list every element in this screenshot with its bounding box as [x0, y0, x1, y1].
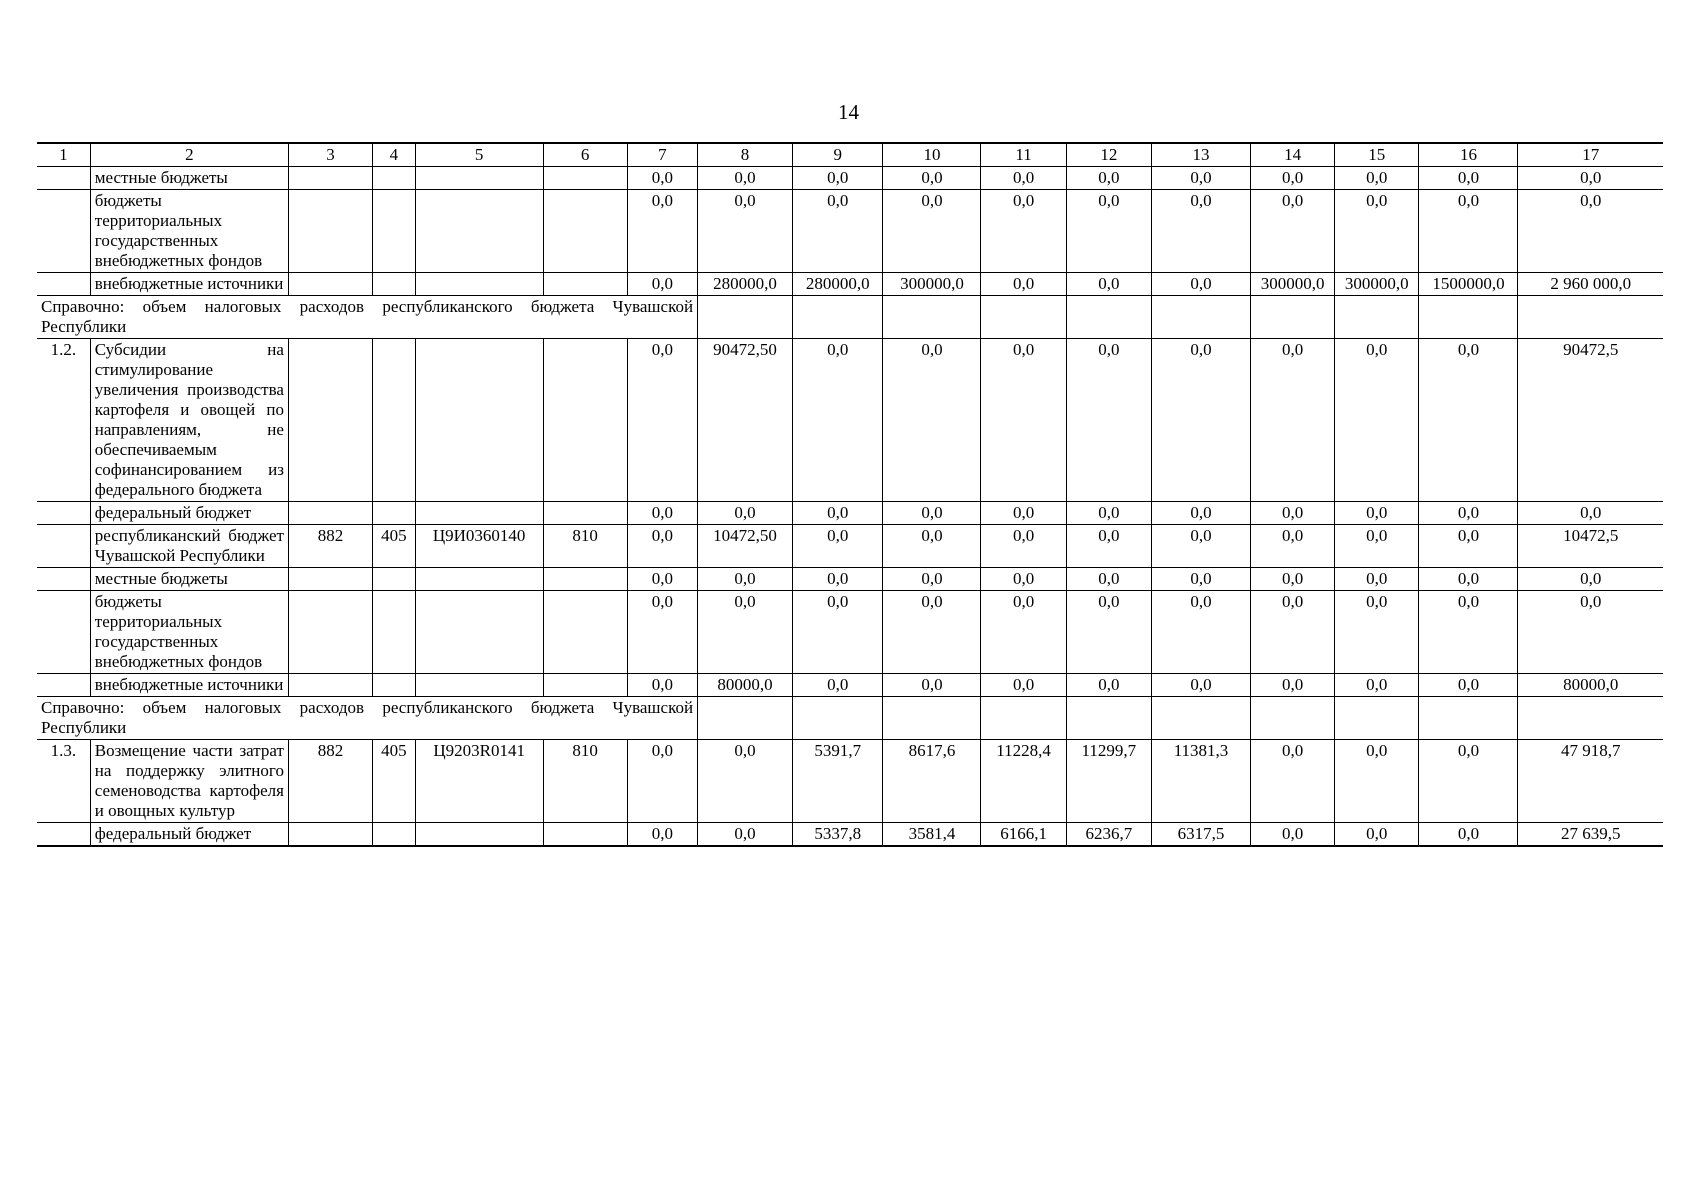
- value-cell: 2 960 000,0: [1518, 273, 1663, 296]
- row-number: [37, 525, 90, 568]
- value-cell: 0,0: [1518, 502, 1663, 525]
- page-number: 14: [838, 100, 859, 124]
- value-cell: 0,0: [1066, 273, 1151, 296]
- code-cell: Ц9203R0141: [415, 740, 543, 823]
- code-cell: [288, 591, 372, 674]
- value-cell: 280000,0: [792, 273, 883, 296]
- table-cell: [1419, 296, 1518, 339]
- value-cell: 0,0: [1335, 674, 1419, 697]
- column-header: 7: [627, 143, 697, 167]
- column-header: 12: [1066, 143, 1151, 167]
- value-cell: 0,0: [981, 190, 1066, 273]
- code-cell: [543, 823, 627, 847]
- reference-label: Справочно: объем налоговых расходов республиканского бюджета Чувашской Республики: [37, 296, 698, 339]
- value-cell: 0,0: [1419, 190, 1518, 273]
- value-cell: 0,0: [792, 190, 883, 273]
- value-cell: 0,0: [1251, 525, 1335, 568]
- code-cell: [415, 568, 543, 591]
- table-cell: [1251, 697, 1335, 740]
- code-cell: [543, 167, 627, 190]
- row-name: бюджеты территориальных государственных внебюджетных фондов: [90, 190, 288, 273]
- value-cell: 0,0: [1151, 674, 1250, 697]
- value-cell: 0,0: [981, 591, 1066, 674]
- row-number: 1.2.: [37, 339, 90, 502]
- code-cell: [373, 591, 416, 674]
- row-name: внебюджетные источники: [90, 273, 288, 296]
- value-cell: 27 639,5: [1518, 823, 1663, 847]
- row-name: местные бюджеты: [90, 167, 288, 190]
- value-cell: 0,0: [981, 273, 1066, 296]
- code-cell: [415, 339, 543, 502]
- value-cell: 0,0: [627, 525, 697, 568]
- code-cell: [543, 273, 627, 296]
- value-cell: 0,0: [1066, 339, 1151, 502]
- value-cell: 0,0: [1066, 167, 1151, 190]
- value-cell: 0,0: [1066, 190, 1151, 273]
- value-cell: 0,0: [627, 167, 697, 190]
- column-header: 4: [373, 143, 416, 167]
- value-cell: 0,0: [981, 339, 1066, 502]
- value-cell: 0,0: [883, 502, 981, 525]
- value-cell: 80000,0: [1518, 674, 1663, 697]
- row-name: внебюджетные источники: [90, 674, 288, 697]
- value-cell: 0,0: [981, 674, 1066, 697]
- column-header: 1: [37, 143, 90, 167]
- table-row: [37, 823, 1663, 847]
- value-cell: 0,0: [792, 167, 883, 190]
- value-cell: 0,0: [1151, 568, 1250, 591]
- value-cell: 0,0: [627, 339, 697, 502]
- value-cell: 0,0: [1251, 823, 1335, 847]
- value-cell: 0,0: [627, 591, 697, 674]
- row-name: федеральный бюджет: [90, 502, 288, 525]
- value-cell: 0,0: [698, 568, 793, 591]
- value-cell: 5337,8: [792, 823, 883, 847]
- row-number: [37, 502, 90, 525]
- value-cell: 0,0: [883, 167, 981, 190]
- row-name: республиканский бюджет Чувашской Республики: [90, 525, 288, 568]
- code-cell: [373, 167, 416, 190]
- column-header: 15: [1335, 143, 1419, 167]
- table-row: [37, 568, 1663, 591]
- code-cell: [288, 823, 372, 847]
- value-cell: 280000,0: [698, 273, 793, 296]
- value-cell: 0,0: [1419, 525, 1518, 568]
- value-cell: 0,0: [1335, 591, 1419, 674]
- value-cell: 0,0: [1066, 591, 1151, 674]
- value-cell: 0,0: [883, 568, 981, 591]
- code-cell: Ц9И0360140: [415, 525, 543, 568]
- value-cell: 90472,50: [698, 339, 793, 502]
- code-cell: [415, 591, 543, 674]
- code-cell: [415, 190, 543, 273]
- table-cell: [698, 296, 793, 339]
- code-cell: [543, 339, 627, 502]
- table-header-row: [37, 143, 1663, 167]
- column-header: 9: [792, 143, 883, 167]
- value-cell: 0,0: [1419, 591, 1518, 674]
- value-cell: 0,0: [792, 525, 883, 568]
- table-cell: [981, 697, 1066, 740]
- value-cell: 0,0: [698, 167, 793, 190]
- value-cell: 0,0: [1251, 591, 1335, 674]
- table-row: [37, 502, 1663, 525]
- value-cell: 0,0: [1151, 273, 1250, 296]
- code-cell: [288, 190, 372, 273]
- value-cell: 11381,3: [1151, 740, 1250, 823]
- column-header: 10: [883, 143, 981, 167]
- value-cell: 0,0: [1251, 167, 1335, 190]
- table-cell: [1151, 697, 1250, 740]
- table-row: [37, 674, 1663, 697]
- value-cell: 0,0: [1335, 339, 1419, 502]
- value-cell: 0,0: [981, 568, 1066, 591]
- table-row: [37, 167, 1663, 190]
- value-cell: 0,0: [1251, 568, 1335, 591]
- value-cell: 0,0: [883, 190, 981, 273]
- value-cell: 0,0: [1251, 502, 1335, 525]
- row-name: Возмещение части затрат на поддержку элитного семеноводства картофеля и овощных культур: [90, 740, 288, 823]
- code-cell: 882: [288, 525, 372, 568]
- value-cell: 3581,4: [883, 823, 981, 847]
- code-cell: [373, 502, 416, 525]
- value-cell: 0,0: [698, 740, 793, 823]
- value-cell: 300000,0: [1251, 273, 1335, 296]
- reference-row: [37, 296, 1663, 339]
- code-cell: [543, 674, 627, 697]
- column-header: 13: [1151, 143, 1250, 167]
- value-cell: 47 918,7: [1518, 740, 1663, 823]
- value-cell: 0,0: [981, 167, 1066, 190]
- value-cell: 0,0: [627, 823, 697, 847]
- value-cell: 0,0: [1151, 190, 1250, 273]
- value-cell: 1500000,0: [1419, 273, 1518, 296]
- budget-table: [37, 142, 1663, 847]
- code-cell: [288, 339, 372, 502]
- table-cell: [1335, 697, 1419, 740]
- value-cell: 0,0: [1419, 674, 1518, 697]
- value-cell: 0,0: [883, 674, 981, 697]
- value-cell: 0,0: [1335, 568, 1419, 591]
- value-cell: 0,0: [1251, 740, 1335, 823]
- value-cell: 0,0: [627, 568, 697, 591]
- code-cell: [415, 167, 543, 190]
- value-cell: 0,0: [981, 525, 1066, 568]
- value-cell: 6166,1: [981, 823, 1066, 847]
- value-cell: 0,0: [1518, 591, 1663, 674]
- value-cell: 300000,0: [883, 273, 981, 296]
- table-cell: [792, 296, 883, 339]
- table-cell: [1151, 296, 1250, 339]
- value-cell: 0,0: [792, 591, 883, 674]
- value-cell: 80000,0: [698, 674, 793, 697]
- code-cell: [415, 273, 543, 296]
- row-number: [37, 167, 90, 190]
- column-header: 5: [415, 143, 543, 167]
- value-cell: 0,0: [1251, 339, 1335, 502]
- table-cell: [1518, 296, 1663, 339]
- value-cell: 0,0: [792, 502, 883, 525]
- value-cell: 0,0: [1251, 190, 1335, 273]
- row-number: [37, 823, 90, 847]
- row-name: местные бюджеты: [90, 568, 288, 591]
- column-header: 2: [90, 143, 288, 167]
- table-cell: [1066, 697, 1151, 740]
- row-number: [37, 190, 90, 273]
- row-name: бюджеты территориальных государственных внебюджетных фондов: [90, 591, 288, 674]
- code-cell: [373, 339, 416, 502]
- value-cell: 0,0: [1335, 167, 1419, 190]
- table-row: [37, 525, 1663, 568]
- value-cell: 0,0: [1419, 823, 1518, 847]
- value-cell: 0,0: [698, 190, 793, 273]
- code-cell: [288, 273, 372, 296]
- value-cell: 0,0: [1419, 167, 1518, 190]
- value-cell: 0,0: [627, 674, 697, 697]
- value-cell: 0,0: [1151, 167, 1250, 190]
- code-cell: 810: [543, 740, 627, 823]
- code-cell: [288, 502, 372, 525]
- value-cell: 0,0: [627, 190, 697, 273]
- code-cell: [288, 674, 372, 697]
- code-cell: [543, 591, 627, 674]
- code-cell: [415, 823, 543, 847]
- value-cell: 0,0: [792, 674, 883, 697]
- row-name: Субсидии на стимулирование увеличения производства картофеля и овощей по направлениям, не обеспечиваемым софинансированием из федерального бюджета: [90, 339, 288, 502]
- table-row: [37, 190, 1663, 273]
- value-cell: 0,0: [1335, 823, 1419, 847]
- table-cell: [1335, 296, 1419, 339]
- code-cell: [543, 502, 627, 525]
- value-cell: 0,0: [1251, 674, 1335, 697]
- value-cell: 0,0: [1419, 502, 1518, 525]
- value-cell: 5391,7: [792, 740, 883, 823]
- value-cell: 0,0: [1066, 568, 1151, 591]
- table-cell: [981, 296, 1066, 339]
- code-cell: [373, 823, 416, 847]
- value-cell: 6317,5: [1151, 823, 1250, 847]
- value-cell: 10472,5: [1518, 525, 1663, 568]
- reference-label: Справочно: объем налоговых расходов республиканского бюджета Чувашской Республики: [37, 697, 698, 740]
- value-cell: 11228,4: [981, 740, 1066, 823]
- table-cell: [698, 697, 793, 740]
- table-cell: [1251, 296, 1335, 339]
- row-number: [37, 273, 90, 296]
- table-row: [37, 273, 1663, 296]
- value-cell: 0,0: [698, 591, 793, 674]
- column-header: 11: [981, 143, 1066, 167]
- value-cell: 0,0: [1335, 502, 1419, 525]
- code-cell: [543, 190, 627, 273]
- value-cell: 0,0: [627, 502, 697, 525]
- value-cell: 0,0: [627, 273, 697, 296]
- value-cell: 0,0: [698, 502, 793, 525]
- value-cell: 8617,6: [883, 740, 981, 823]
- value-cell: 0,0: [1335, 525, 1419, 568]
- column-header: 14: [1251, 143, 1335, 167]
- code-cell: [288, 568, 372, 591]
- column-header: 3: [288, 143, 372, 167]
- value-cell: 6236,7: [1066, 823, 1151, 847]
- table-row: [37, 740, 1663, 823]
- column-header: 17: [1518, 143, 1663, 167]
- code-cell: [373, 273, 416, 296]
- table-cell: [1066, 296, 1151, 339]
- value-cell: 0,0: [1335, 740, 1419, 823]
- table-row: [37, 591, 1663, 674]
- value-cell: 0,0: [1066, 674, 1151, 697]
- code-cell: 882: [288, 740, 372, 823]
- reference-row: [37, 697, 1663, 740]
- value-cell: 0,0: [1151, 502, 1250, 525]
- row-number: [37, 591, 90, 674]
- value-cell: 300000,0: [1335, 273, 1419, 296]
- code-cell: [288, 167, 372, 190]
- code-cell: 810: [543, 525, 627, 568]
- value-cell: 10472,50: [698, 525, 793, 568]
- value-cell: 0,0: [792, 568, 883, 591]
- code-cell: 405: [373, 525, 416, 568]
- row-number: [37, 674, 90, 697]
- table-cell: [883, 697, 981, 740]
- value-cell: 0,0: [981, 502, 1066, 525]
- value-cell: 0,0: [883, 525, 981, 568]
- value-cell: 0,0: [1151, 525, 1250, 568]
- table-cell: [883, 296, 981, 339]
- value-cell: 0,0: [1419, 740, 1518, 823]
- code-cell: [415, 674, 543, 697]
- value-cell: 0,0: [698, 823, 793, 847]
- table-cell: [792, 697, 883, 740]
- code-cell: [415, 502, 543, 525]
- code-cell: [373, 190, 416, 273]
- table-cell: [1518, 697, 1663, 740]
- value-cell: 0,0: [883, 339, 981, 502]
- code-cell: [373, 674, 416, 697]
- column-header: 8: [698, 143, 793, 167]
- value-cell: 0,0: [1518, 190, 1663, 273]
- row-number: [37, 568, 90, 591]
- table-cell: [1419, 697, 1518, 740]
- value-cell: 0,0: [1335, 190, 1419, 273]
- value-cell: 0,0: [1066, 502, 1151, 525]
- value-cell: 0,0: [1066, 525, 1151, 568]
- value-cell: 0,0: [627, 740, 697, 823]
- value-cell: 0,0: [1518, 568, 1663, 591]
- code-cell: [373, 568, 416, 591]
- value-cell: 0,0: [1151, 591, 1250, 674]
- value-cell: 0,0: [1419, 339, 1518, 502]
- code-cell: 405: [373, 740, 416, 823]
- value-cell: 0,0: [1419, 568, 1518, 591]
- value-cell: 11299,7: [1066, 740, 1151, 823]
- value-cell: 0,0: [883, 591, 981, 674]
- column-header: 16: [1419, 143, 1518, 167]
- value-cell: 90472,5: [1518, 339, 1663, 502]
- row-number: 1.3.: [37, 740, 90, 823]
- value-cell: 0,0: [1151, 339, 1250, 502]
- column-header: 6: [543, 143, 627, 167]
- table-row: [37, 339, 1663, 502]
- row-name: федеральный бюджет: [90, 823, 288, 847]
- code-cell: [543, 568, 627, 591]
- value-cell: 0,0: [792, 339, 883, 502]
- value-cell: 0,0: [1518, 167, 1663, 190]
